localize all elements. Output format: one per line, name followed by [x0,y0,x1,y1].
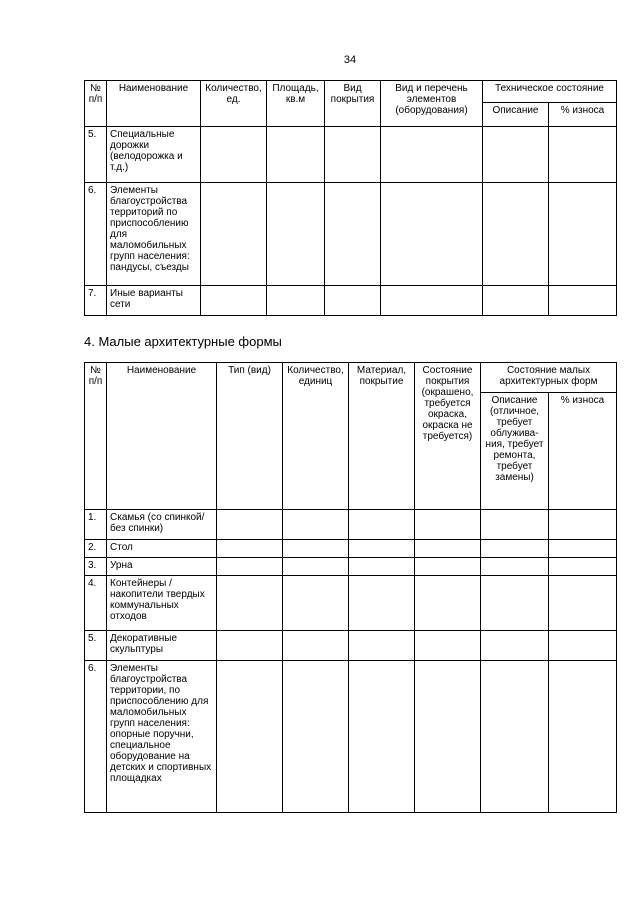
header-maf-state: Состояние малых архитектурных форм [481,363,617,393]
row-name: Скамья (со спинкой/ без спинки) [107,510,217,540]
page-number: 34 [343,54,357,66]
header-name: Наименование [107,81,201,127]
table-row [85,183,617,286]
row-num: 5. [85,631,107,661]
table-row [85,286,617,316]
header-num: № п/п [85,81,107,127]
table-row [85,558,617,576]
table-row [85,540,617,558]
row-num: 7. [85,286,107,316]
row-name: Элементы благоустройства территории, по приспособлению для маломобильных групп населения: опорные поручни, специальное оборудование на детских и спортивных площадках [107,661,217,813]
table-row [85,631,617,661]
row-num: 6. [85,661,107,813]
row-name: Декоративные скульптуры [107,631,217,661]
row-num: 3. [85,558,107,576]
header-coverage: Вид покрытия [325,81,381,127]
header-cover-state: Состояние покрытия (окрашено, требуется окраска, окраска не требуется) [415,363,481,510]
row-num: 5. [85,127,107,183]
row-name: Элементы благоустройства территорий по приспособлению для маломобильных групп населения: пандусы, съезды [107,183,201,286]
table-row [85,661,617,813]
header-tech-state: Техническое состояние [483,81,617,103]
header-qty: Количество, единиц [283,363,349,510]
header-qty: Количество, ед. [201,81,267,127]
header-type: Тип (вид) [217,363,283,510]
header-area: Площадь, кв.м [267,81,325,127]
table-row [85,127,617,183]
header-num: № п/п [85,363,107,510]
table-row [85,576,617,631]
row-name: Урна [107,558,217,576]
row-num: 4. [85,576,107,631]
header-desc: Описание (отличное, требует облужива- ния, требует ремонта, требует замены) [481,393,549,510]
row-name: Иные варианты сети [107,286,201,316]
header-name: Наименование [107,363,217,510]
header-elements: Вид и перечень элементов (оборудования) [381,81,483,127]
header-wear: % износа [549,393,617,510]
header-material: Материал, покрытие [349,363,415,510]
table-small-architectural-forms [84,362,617,813]
table-row [85,510,617,540]
row-num: 6. [85,183,107,286]
row-num: 2. [85,540,107,558]
table-paths-continuation [84,80,617,316]
row-name: Контейнеры / накопители твердых коммунальных отходов [107,576,217,631]
row-name: Стол [107,540,217,558]
header-desc: Описание [483,103,549,127]
section-title: 4. Малые архитектурные формы [84,334,282,349]
row-num: 1. [85,510,107,540]
row-name: Специальные дорожки (велодорожка и т.д.) [107,127,201,183]
header-wear: % износа [549,103,617,127]
